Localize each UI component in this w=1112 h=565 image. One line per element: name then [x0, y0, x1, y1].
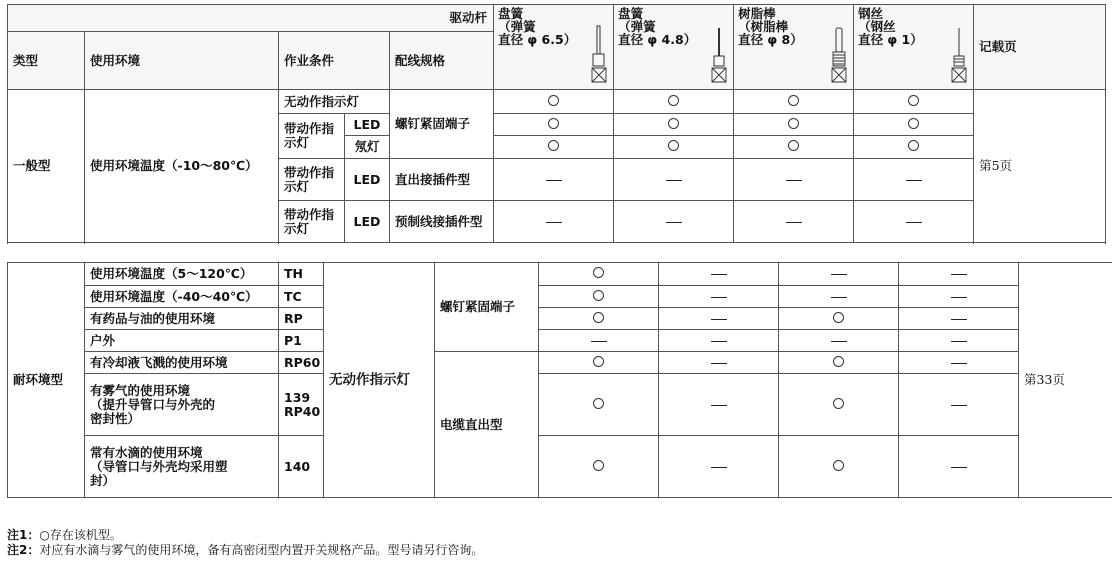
unavailable-mark: [711, 363, 727, 364]
unavailable-mark: [546, 222, 562, 223]
unavailable-mark: [786, 180, 802, 181]
actuator-header: 钢丝 （钢丝 直径 φ 1）: [854, 5, 974, 90]
resin-rod-icon: [828, 24, 850, 86]
unavailable-mark: [951, 405, 967, 406]
available-mark: [593, 460, 604, 471]
lamp-type: LED: [345, 114, 390, 136]
unavailable-mark: [951, 274, 967, 275]
environment-header: 使用环境: [85, 32, 279, 90]
available-mark: [593, 356, 604, 367]
model-code: TC: [279, 286, 324, 308]
available-mark: [908, 140, 919, 151]
unavailable-mark: [666, 222, 682, 223]
wiring-cell: 螺钉紧固端子: [390, 90, 494, 159]
available-mark: [908, 118, 919, 129]
operation-cell: 带动作指示灯: [279, 159, 345, 201]
actuator-header: 盘簧 （弹簧 直径 φ 4.8）: [614, 5, 734, 90]
unavailable-mark: [831, 274, 847, 275]
model-code: 140: [279, 436, 324, 498]
unavailable-mark: [711, 297, 727, 298]
unavailable-mark: [951, 319, 967, 320]
env-general: 使用环境温度（-10～80℃）: [85, 90, 279, 243]
type-resistant: 耐环境型: [8, 263, 85, 498]
table-row: [8, 352, 1112, 374]
table-row: [8, 90, 1106, 114]
model-code: P1: [279, 330, 324, 352]
coil-spring-rod-icon: [708, 24, 730, 86]
drive-rod-label: 驱动杆: [8, 5, 494, 32]
lamp-type: LED: [345, 159, 390, 201]
resistant-table: [7, 262, 1112, 498]
unavailable-mark: [711, 405, 727, 406]
model-code: TH: [279, 263, 324, 286]
model-code: RP: [279, 308, 324, 330]
env-cell: 使用环境温度（-40～40℃）: [85, 286, 279, 308]
unavailable-mark: [666, 180, 682, 181]
type-header: 类型: [8, 32, 85, 90]
page-ref-header: 记载页: [974, 5, 1106, 90]
operation-header: 作业条件: [279, 32, 390, 90]
available-mark: [668, 118, 679, 129]
available-mark: [668, 140, 679, 151]
available-mark: [788, 95, 799, 106]
env-cell: 有冷却液飞溅的使用环境: [85, 352, 279, 374]
table-row: [8, 263, 1112, 286]
spec-table: [7, 4, 1106, 243]
available-mark: [908, 95, 919, 106]
unavailable-mark: [951, 341, 967, 342]
actuator-header: 树脂棒 （树脂棒 直径 φ 8）: [734, 5, 854, 90]
type-general: 一般型: [8, 90, 85, 243]
available-mark: [833, 398, 844, 409]
env-cell: 有雾气的使用环境 （提升导管口与外壳的 密封性）: [85, 374, 279, 436]
wiring-cell: 螺钉紧固端子: [435, 263, 539, 352]
steel-wire-icon: [948, 24, 970, 86]
table-row: [8, 330, 1112, 352]
env-cell: 常有水滴的使用环境 （导管口与外壳均采用塑 封）: [85, 436, 279, 498]
table-row: [8, 308, 1112, 330]
notes: [7, 528, 483, 558]
env-cell: 有药品与油的使用环境: [85, 308, 279, 330]
page-resistant: 第33页: [1019, 263, 1112, 498]
lamp-type: LED: [345, 201, 390, 243]
unavailable-mark: [906, 180, 922, 181]
available-mark: [668, 95, 679, 106]
unavailable-mark: [711, 274, 727, 275]
unavailable-mark: [711, 467, 727, 468]
available-mark: [548, 118, 559, 129]
unavailable-mark: [951, 363, 967, 364]
operation-cell: 带动作指示灯: [279, 114, 345, 159]
available-mark: [593, 398, 604, 409]
lamp-type: 氖灯: [345, 136, 390, 159]
note-1: 注1：○存在该机型。: [7, 528, 122, 542]
coil-spring-rod-icon: [588, 24, 610, 86]
table-row: [8, 374, 1112, 436]
table-row: [8, 436, 1112, 498]
model-code: 139 RP40: [279, 374, 324, 436]
unavailable-mark: [711, 341, 727, 342]
unavailable-mark: [831, 341, 847, 342]
available-mark: [593, 290, 604, 301]
unavailable-mark: [786, 222, 802, 223]
available-mark: [788, 118, 799, 129]
env-cell: 使用环境温度（5～120℃）: [85, 263, 279, 286]
table-row: [8, 286, 1112, 308]
model-code: RP60: [279, 352, 324, 374]
wiring-cell: 预制线接插件型: [390, 201, 494, 243]
unavailable-mark: [951, 467, 967, 468]
unavailable-mark: [546, 180, 562, 181]
unavailable-mark: [831, 297, 847, 298]
wiring-header: 配线规格: [390, 32, 494, 90]
unavailable-mark: [951, 297, 967, 298]
unavailable-mark: [711, 319, 727, 320]
wiring-cell: 电缆直出型: [435, 352, 539, 498]
operation-resistant: 无动作指示灯: [324, 263, 435, 498]
available-mark: [593, 312, 604, 323]
operation-cell: 无动作指示灯: [279, 90, 390, 114]
available-mark: [833, 460, 844, 471]
note-2: 注2：对应有水滴与雾气的使用环境，备有高密闭型内置开关规格产品。型号请另行咨询。: [7, 543, 484, 557]
unavailable-mark: [591, 341, 607, 342]
operation-cell: 带动作指示灯: [279, 201, 345, 243]
available-mark: [548, 140, 559, 151]
available-mark: [548, 95, 559, 106]
available-mark: [833, 356, 844, 367]
available-mark: [593, 267, 604, 278]
page-general: 第5页: [974, 90, 1106, 243]
env-cell: 户外: [85, 330, 279, 352]
wiring-cell: 直出接插件型: [390, 159, 494, 201]
unavailable-mark: [906, 222, 922, 223]
available-mark: [788, 140, 799, 151]
actuator-header: 盘簧 （弹簧 直径 φ 6.5）: [494, 5, 614, 90]
available-mark: [833, 312, 844, 323]
